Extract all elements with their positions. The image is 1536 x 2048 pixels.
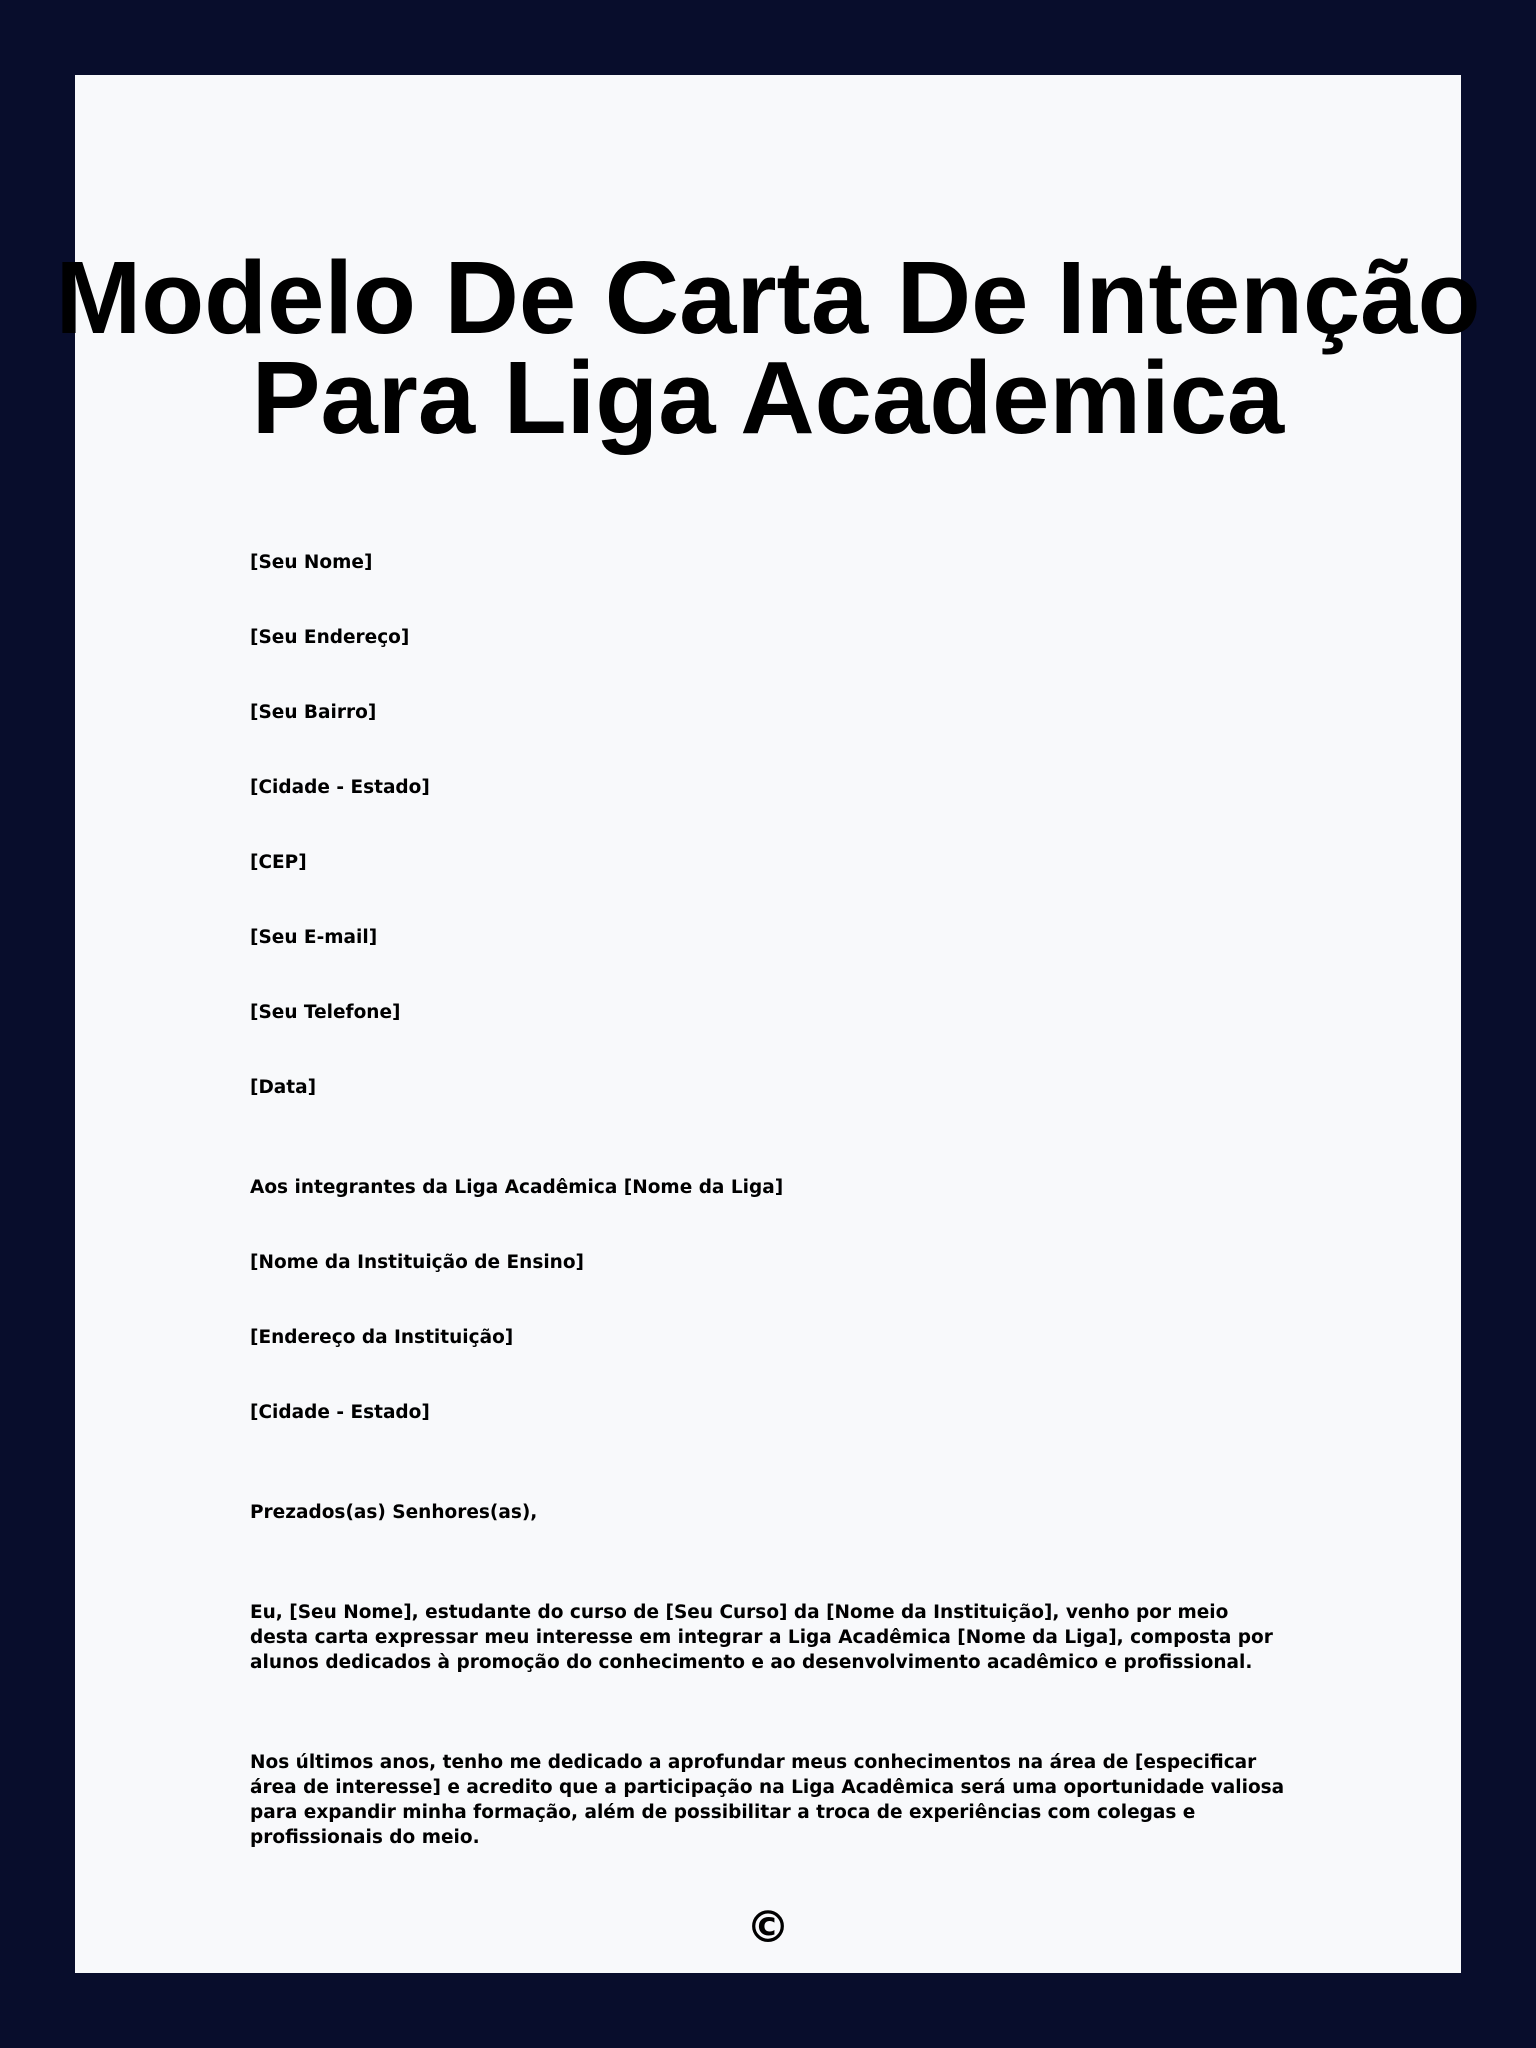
body-paragraph-2: Nos últimos anos, tenho me dedicado a aprofundar meus conhecimentos na área de [especificar área de interesse] e acredito que a participação na Liga Acadêmica será uma oportunidade valiosa para expandir minha formação, além de possibilitar a troca de experiências com colegas e profissionais do meio. [250,1752,1285,1848]
sender-neighborhood: [Seu Bairro] [250,702,377,723]
document-title [0,240,1536,455]
sender-email: [Seu E-mail] [250,927,378,948]
recipient-institution: [Nome da Instituição de Ensino] [250,1252,585,1273]
sender-city-state: [Cidade - Estado] [250,777,430,798]
salutation: Prezados(as) Senhores(as), [250,1502,538,1523]
recipient-line: Aos integrantes da Liga Acadêmica [Nome da Liga] [250,1177,784,1198]
recipient-city-state: [Cidade - Estado] [250,1402,430,1423]
sender-phone: [Seu Telefone] [250,1002,401,1023]
sender-name: [Seu Nome] [250,552,373,573]
title-line-2: Para Liga Academica [251,340,1285,455]
body-paragraph-1: Eu, [Seu Nome], estudante do curso de [Seu Curso] da [Nome da Instituição], venho por meio desta carta expressar meu interesse em integrar a Liga Acadêmica [Nome da Liga], composta por alunos dedicados à promoção do conhecimento e ao desenvolvimento acadêmico e profissional. [250,1602,1273,1673]
sender-address: [Seu Endereço] [250,627,410,648]
title-line-1: Modelo De Carta De Intenção [55,240,1481,355]
sender-zip: [CEP] [250,852,307,873]
recipient-address: [Endereço da Instituição] [250,1327,514,1348]
letter-date: [Data] [250,1077,317,1098]
copyright-icon: © [746,1902,790,1953]
